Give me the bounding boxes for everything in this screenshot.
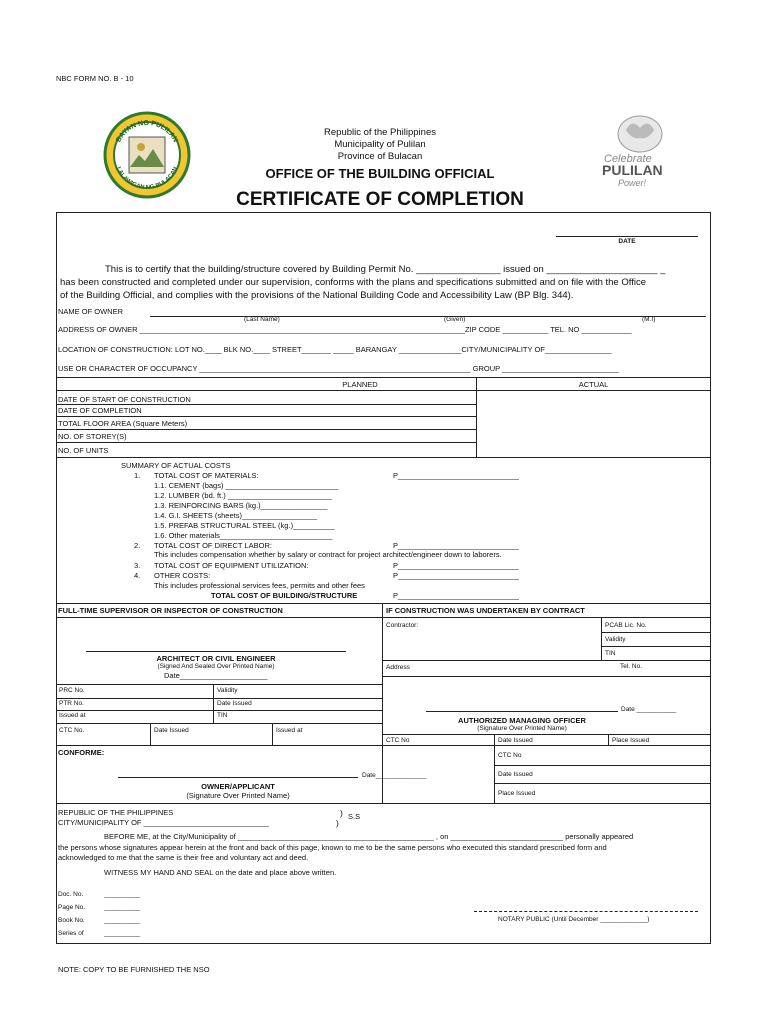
notary-persons: the persons whose signatures appear herein at the front and back of this page, known to me to be the same persons who executed this standard prescribed form and xyxy=(58,843,607,852)
item-4-number: 4. xyxy=(134,571,141,580)
owner-ctc-no: CTC No xyxy=(498,752,522,759)
occupancy-use: USE OR CHARACTER OF OCCUPANCY _________________________________________________________________ GROUP ____________________________ xyxy=(58,364,619,373)
actual-header: ACTUAL xyxy=(578,380,609,389)
planned-header: PLANNED xyxy=(342,380,378,389)
ptr-no: PTR No. xyxy=(59,700,84,707)
doc-no: Doc. No. xyxy=(58,891,84,898)
conforme-heading: CONFORME: xyxy=(58,748,105,757)
owner-applicant-sub: (Signature Over Printed Name) xyxy=(186,791,290,800)
total-cost-value: P_____________________________ xyxy=(393,591,519,600)
date-line xyxy=(556,236,698,237)
header-province: Province of Bulacan xyxy=(337,151,423,162)
officer-ctc-no: CTC No xyxy=(386,737,410,744)
celebrate-pulilan-logo xyxy=(598,110,688,190)
certify-line-3: of the Building Official, and complies with the provisions of the National Building Code and Accessibility Law (BP Blg. 344). xyxy=(60,290,574,301)
officer-title: AUTHORIZED MANAGING OFFICER xyxy=(458,716,586,725)
book-no-blank: __________ xyxy=(104,917,141,924)
sub-prefab-steel: 1.5. PREFAB STRUCTURAL STEEL (kg.)__________ xyxy=(154,521,335,530)
footer-note: NOTE: COPY TO BE FURNISHED THE NSO xyxy=(58,965,210,974)
date-label: DATE xyxy=(618,238,636,245)
contractor-address: Address xyxy=(386,664,410,671)
pcab-lic-no: PCAB Lic. No. xyxy=(605,622,647,629)
item-3-value: P_____________________________ xyxy=(393,561,519,570)
prc-validity: Validity xyxy=(217,687,238,694)
pcab-validity: Validity xyxy=(605,636,626,643)
item-4-value: P_____________________________ xyxy=(393,571,519,580)
owner-signature-line xyxy=(118,777,358,778)
item-4-note: This includes professional services fees, permits and other fees xyxy=(154,581,365,590)
notary-acknowledged: acknowledged to me that the same is their free and voluntary act and deed. xyxy=(58,853,309,862)
series-of: Series of xyxy=(58,930,84,937)
row-storeys: NO. OF STOREY(S) xyxy=(58,432,127,441)
item-1-value: P_____________________________ xyxy=(393,471,519,480)
officer-signature-line xyxy=(426,711,618,712)
construction-location: LOCATION OF CONSTRUCTION: LOT NO.____ BLK NO.____ STREET_______ _____ BARANGAY _______________CITY/MUNICIPALITY OF________________ xyxy=(58,345,612,354)
owner-address: ADDRESS OF OWNER ______________________________________________________________________________ZIP CODE ___________ TEL. NO ____________ xyxy=(58,325,632,334)
contractor-tel: Tel. No. xyxy=(620,663,643,670)
notary-before-me: BEFORE ME, at the City/Municipality of _______________________________________________ , on ___________________________ personally appeared xyxy=(104,832,634,841)
owner-applicant: OWNER/APPLICANT xyxy=(201,782,275,791)
owner-ctc-place: Place Issued xyxy=(498,790,536,797)
officer-sub: (Signature Over Printed Name) xyxy=(477,725,567,732)
supervisor-ctc-issued-at: Issued at xyxy=(276,727,303,734)
supervisor-signed-note: (Signed And Sealed Over Printed Name) xyxy=(157,663,275,670)
sub-other-materials: 1.6. Other materials___________________________ xyxy=(154,531,333,540)
book-no: Book No. xyxy=(58,917,85,924)
form-number: NBC FORM NO. B - 10 xyxy=(56,74,134,83)
contractor-heading: IF CONSTRUCTION WAS UNDERTAKEN BY CONTRACT xyxy=(386,606,585,615)
supervisor-signature-line xyxy=(86,651,346,652)
supervisor-heading: FULL-TIME SUPERVISOR OR INSPECTOR OF CONSTRUCTION xyxy=(58,606,283,615)
owner-ctc-date: Date Issued xyxy=(498,771,533,778)
row-start-date: DATE OF START OF CONSTRUCTION xyxy=(58,395,191,404)
notary-city: CITY/MUNICIPALITY OF ______________________________ xyxy=(58,818,269,827)
municipal-seal xyxy=(103,111,191,199)
item-1-number: 1. xyxy=(134,471,141,480)
owner-mi: (M.I) xyxy=(642,316,656,323)
ptr-date-issued: Date Issued xyxy=(217,700,252,707)
officer-ctc-place: Place Issued xyxy=(612,737,650,744)
certify-line-2: has been constructed and completed under our supervision, conforms with the plans and specifications submitted and on file with the Office xyxy=(60,277,646,288)
brand-celebrate: Celebrate xyxy=(604,153,652,165)
prc-no: PRC No. xyxy=(59,687,85,694)
ptr-issued-at: Issued at xyxy=(59,712,86,719)
office-title: OFFICE OF THE BUILDING OFFICIAL xyxy=(265,166,495,181)
owner-date: Date______________ xyxy=(362,772,427,779)
summary-title: SUMMARY OF ACTUAL COSTS xyxy=(121,461,231,470)
supervisor-role: ARCHITECT OR CIVIL ENGINEER xyxy=(156,654,276,663)
header-municipality: Municipality of Pulilan xyxy=(334,139,426,150)
total-cost-label: TOTAL COST OF BUILDING/STRUCTURE xyxy=(211,591,358,600)
item-2-value: P_____________________________ xyxy=(393,541,519,550)
item-3-number: 3. xyxy=(134,561,141,570)
notary-public: NOTARY PUBLIC (Until December _____________) xyxy=(498,916,650,923)
page-no: Page No. xyxy=(58,904,86,911)
supervisor-tin: TIN xyxy=(217,712,228,719)
item-2-number: 2. xyxy=(134,541,141,550)
item-4-label: OTHER COSTS: xyxy=(154,571,211,580)
notary-witness: WITNESS MY HAND AND SEAL on the date and place above written. xyxy=(104,868,337,877)
notary-paren-1: ) xyxy=(340,808,343,818)
notary-ss: S.S xyxy=(348,812,361,821)
row-floor-area: TOTAL FLOOR AREA (Square Meters) xyxy=(58,419,188,428)
officer-date: Date ___________ xyxy=(621,706,677,713)
notary-paren-2: ) xyxy=(336,818,339,828)
seal-top-text: BAYAN NG PULILAN xyxy=(115,119,179,144)
owner-name-line xyxy=(150,316,706,317)
sub-cement: 1.1. CEMENT (bags) ___________________________ xyxy=(154,481,339,490)
sub-lumber: 1.2. LUMBER (bd. ft.) _________________________ xyxy=(154,491,333,500)
owner-last-name: (Last Name) xyxy=(244,316,280,323)
certificate-title: CERTIFICATE OF COMPLETION xyxy=(236,189,524,210)
contractor-tin: TIN xyxy=(605,650,616,657)
owner-given-name: (Given) xyxy=(444,316,466,323)
supervisor-ctc-date: Date Issued xyxy=(154,727,189,734)
seal-bottom-text: LALAWIGAN NG BULACAN xyxy=(114,166,180,192)
row-completion-date: DATE OF COMPLETION xyxy=(58,406,142,415)
notary-republic: REPUBLIC OF THE PHILIPPINES xyxy=(58,808,174,817)
item-2-label: TOTAL COST OF DIRECT LABOR: xyxy=(154,541,272,550)
doc-no-blank: __________ xyxy=(104,891,141,898)
supervisor-ctc-no: CTC No. xyxy=(59,727,85,734)
header-republic: Republic of the Philippines xyxy=(324,127,436,138)
item-3-label: TOTAL COST OF EQUIPMENT UTILIZATION: xyxy=(154,561,309,570)
officer-ctc-date: Date Issued xyxy=(498,737,533,744)
row-units: NO. OF UNITS xyxy=(58,446,109,455)
item-1-label: TOTAL COST OF MATERIALS: xyxy=(154,471,259,480)
series-of-blank: __________ xyxy=(104,930,141,937)
brand-power: Power! xyxy=(618,178,647,188)
sub-rebars: 1.3. REINFORCING BARS (kg.)________________ xyxy=(154,501,328,510)
sub-gi-sheets: 1.4. G.I. SHEETS (sheets)__________________ xyxy=(154,511,318,520)
contractor-label: Contractor: xyxy=(386,622,419,629)
brand-pulilan: PULILAN xyxy=(602,162,663,178)
supervisor-date: Date_____________________ xyxy=(164,671,268,680)
notary-signature-line xyxy=(474,911,698,912)
owner-name-label: NAME OF OWNER xyxy=(58,307,123,316)
page-no-blank: __________ xyxy=(104,904,141,911)
item-2-note: This includes compensation whether by salary or contract for project architect/engineer down to laborers. xyxy=(154,550,502,559)
certify-line-1: This is to certify that the building/structure covered by Building Permit No. ________________ issued on _____________________ _ xyxy=(105,264,666,275)
